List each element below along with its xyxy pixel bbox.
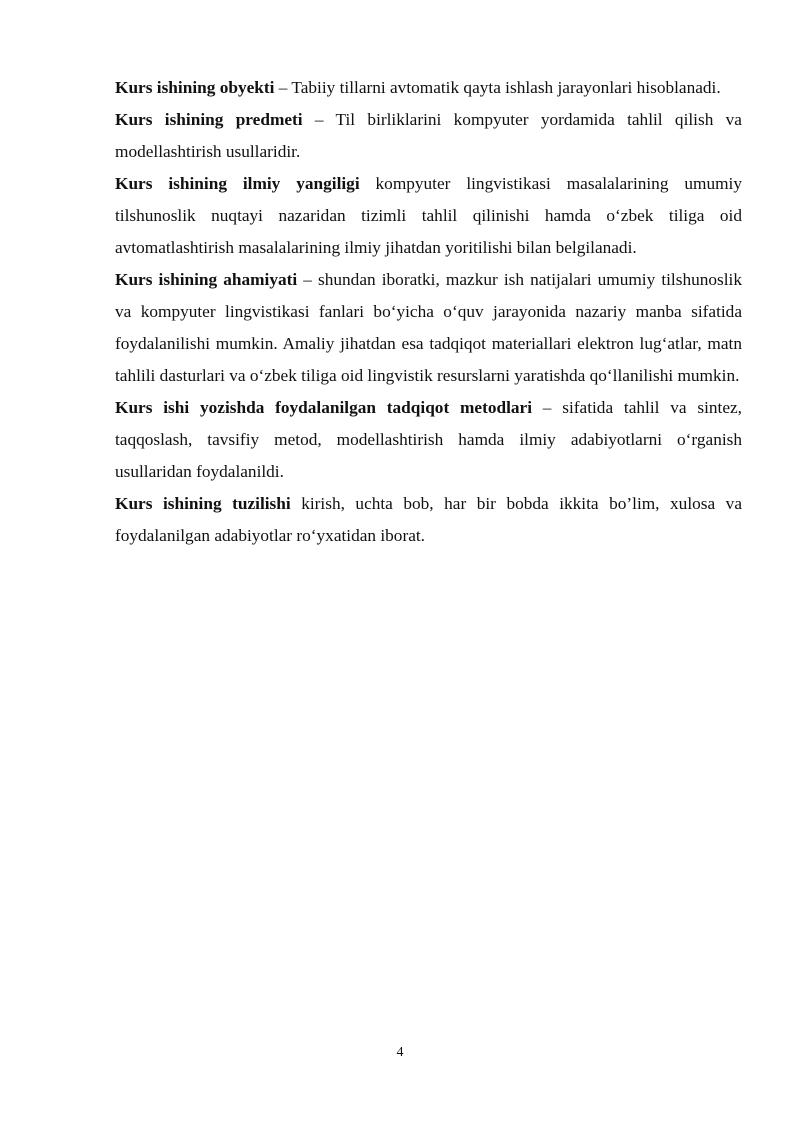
paragraph-text: kompyuter lingvistikasi masalalarining umumiy tilshunoslik nuqtayi nazaridan tizimli tahlil qilinishi hamda o‘zbek tiliga oid avtomatlashtirish masalalarining ilmiy jihatdan yoritilishi bilan belgilanadi. bbox=[115, 174, 742, 257]
paragraph-text: kirish, uchta bob, har bir bobda ikkita bo’lim, xulosa va foydalanilgan adabiyotlar ro‘yxatidan iborat. bbox=[115, 494, 742, 545]
paragraph-structure bbox=[115, 488, 742, 552]
paragraph-text: – Til birliklarini kompyuter yordamida tahlil qilish va modellashtirish usullaridir. bbox=[115, 110, 742, 161]
paragraph-heading: Kurs ishining ilmiy yangiligi bbox=[115, 174, 360, 193]
paragraph-heading: Kurs ishi yozishda foydalanilgan tadqiqot metodlari bbox=[115, 398, 532, 417]
page-number: 4 bbox=[396, 1045, 404, 1060]
paragraph-subject bbox=[115, 104, 742, 168]
paragraph-text: – sifatida tahlil va sintez, taqqoslash, tavsifiy metod, modellashtirish hamda ilmiy adabiyotlarni o‘rganish usullaridan foydalanildi. bbox=[115, 398, 742, 481]
paragraph-significance bbox=[115, 264, 742, 392]
paragraph-methods bbox=[115, 392, 742, 488]
paragraph-heading: Kurs ishining predmeti bbox=[115, 110, 303, 129]
body-text bbox=[115, 72, 742, 552]
paragraph-heading: Kurs ishining obyekti bbox=[115, 78, 275, 97]
paragraph-text: – Tabiiy tillarni avtomatik qayta ishlash jarayonlari hisoblanadi. bbox=[274, 78, 721, 97]
paragraph-heading: Kurs ishining ahamiyati bbox=[115, 270, 298, 289]
paragraph-object bbox=[115, 72, 742, 104]
paragraph-novelty bbox=[115, 168, 742, 264]
paragraph-text: – shundan iboratki, mazkur ish natijalari umumiy tilshunoslik va kompyuter lingvistikasi fanlari bo‘yicha o‘quv jarayonida nazariy manba sifatida foydalanilishi mumkin. Amaliy jihatdan esa tadqiqot materiallari elektron lug‘atlar, matn tahlili dasturlari va o‘zbek tiliga oid lingvistik resurslarni yaratishda qo‘llanilishi mumkin. bbox=[115, 270, 742, 385]
paragraph-heading: Kurs ishining tuzilishi bbox=[115, 494, 291, 513]
